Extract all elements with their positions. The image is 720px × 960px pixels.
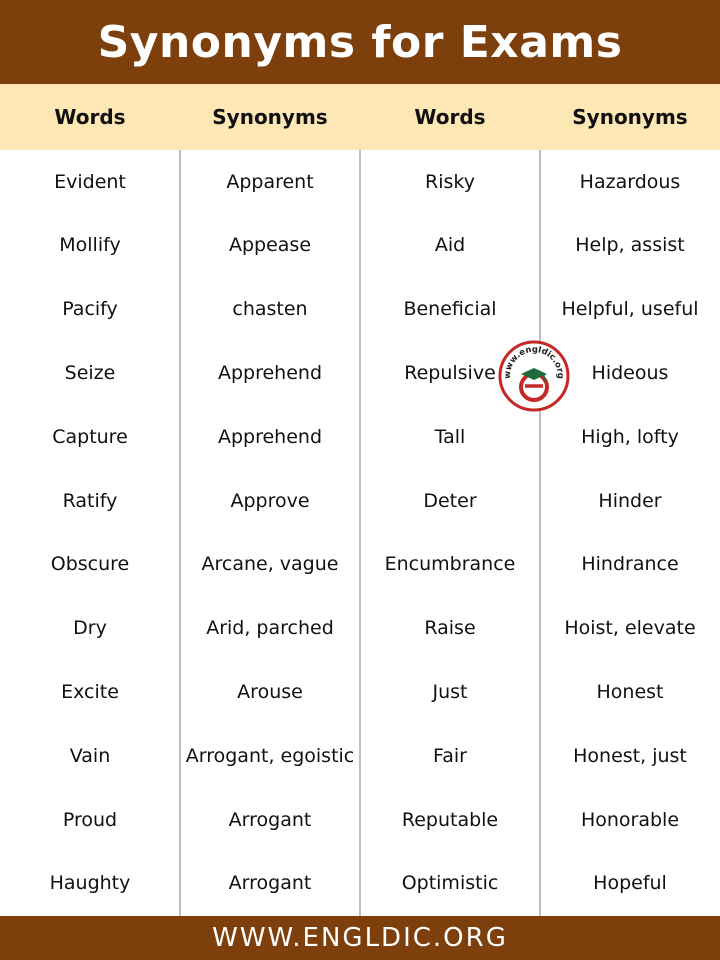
title-banner xyxy=(0,0,720,84)
word-cell: Fair xyxy=(433,744,467,767)
synonym-cell: Arrogant xyxy=(228,808,312,831)
synonym-table xyxy=(0,150,720,916)
synonym-cell: Hopeful xyxy=(593,872,667,895)
page-title: Synonyms for Exams xyxy=(97,16,623,68)
synonym-cell: Honest xyxy=(596,680,664,703)
word-cell: Dry xyxy=(73,617,107,640)
table-row xyxy=(0,788,720,852)
word-cell: Proud xyxy=(62,808,118,831)
table-row xyxy=(0,724,720,788)
synonym-cell: Arrogant xyxy=(228,872,312,895)
synonym-cell: chasten xyxy=(232,298,308,321)
word-cell: Raise xyxy=(424,617,476,640)
synonym-cell: Arouse xyxy=(237,680,303,703)
synonym-cell: High, lofty xyxy=(581,425,679,448)
table-row xyxy=(0,533,720,597)
synonym-cell: Approve xyxy=(230,489,310,512)
table-row xyxy=(0,405,720,469)
synonym-cell: Help, assist xyxy=(575,234,685,257)
word-cell: Optimistic xyxy=(401,872,499,895)
word-cell: Vain xyxy=(69,744,111,767)
synonym-cell: Arcane, vague xyxy=(201,553,339,576)
synonym-cell: Hazardous xyxy=(579,170,681,193)
synonym-cell: Apparent xyxy=(226,170,314,193)
synonym-cell: Apprehend xyxy=(217,425,323,448)
word-cell: Repulsive xyxy=(404,361,496,384)
table-body xyxy=(0,150,720,916)
table-row xyxy=(0,278,720,342)
table-header xyxy=(0,84,720,150)
word-cell: Haughty xyxy=(49,872,131,895)
table-row xyxy=(0,469,720,533)
synonym-cell: Hoist, elevate xyxy=(564,617,696,640)
word-cell: Ratify xyxy=(62,489,118,512)
table-row xyxy=(0,597,720,661)
synonym-cell: Hideous xyxy=(591,361,669,384)
word-cell: Just xyxy=(432,680,468,703)
synonym-cell: Arid, parched xyxy=(206,617,334,640)
synonym-cell: Hinder xyxy=(598,489,662,512)
header-synonyms-1: Synonyms xyxy=(212,105,328,129)
synonym-cell: Honorable xyxy=(580,808,680,831)
table-row xyxy=(0,341,720,405)
engldic-logo xyxy=(498,340,570,412)
synonym-cell: Helpful, useful xyxy=(561,298,699,321)
synonym-cell: Honest, just xyxy=(573,744,687,767)
table-row xyxy=(0,150,720,214)
word-cell: Encumbrance xyxy=(384,553,516,576)
word-cell: Tall xyxy=(434,425,466,448)
logo-text: www.engldic.org xyxy=(502,344,566,379)
table-row xyxy=(0,852,720,916)
synonym-cell: Apprehend xyxy=(217,361,323,384)
synonym-cell: Appease xyxy=(228,234,312,257)
header-synonyms-2: Synonyms xyxy=(572,105,688,129)
header-words-1: Words xyxy=(54,105,126,129)
table-row xyxy=(0,214,720,278)
word-cell: Evident xyxy=(54,170,126,193)
word-cell: Pacify xyxy=(62,298,118,321)
footer-url: WWW.ENGLDIC.ORG xyxy=(212,923,508,953)
synonym-cell: Arrogant, egoistic xyxy=(185,744,355,767)
word-cell: Beneficial xyxy=(403,298,497,321)
word-cell: Risky xyxy=(425,170,475,193)
word-cell: Mollify xyxy=(59,234,121,257)
word-cell: Reputable xyxy=(401,808,499,831)
word-cell: Obscure xyxy=(50,553,130,576)
word-cell: Capture xyxy=(52,425,128,448)
synonym-cell: Hindrance xyxy=(581,553,679,576)
word-cell: Deter xyxy=(423,489,477,512)
header-words-2: Words xyxy=(414,105,486,129)
word-cell: Seize xyxy=(64,361,116,384)
footer-banner xyxy=(0,916,720,960)
table-row xyxy=(0,660,720,724)
word-cell: Excite xyxy=(61,680,119,703)
word-cell: Aid xyxy=(434,234,466,257)
